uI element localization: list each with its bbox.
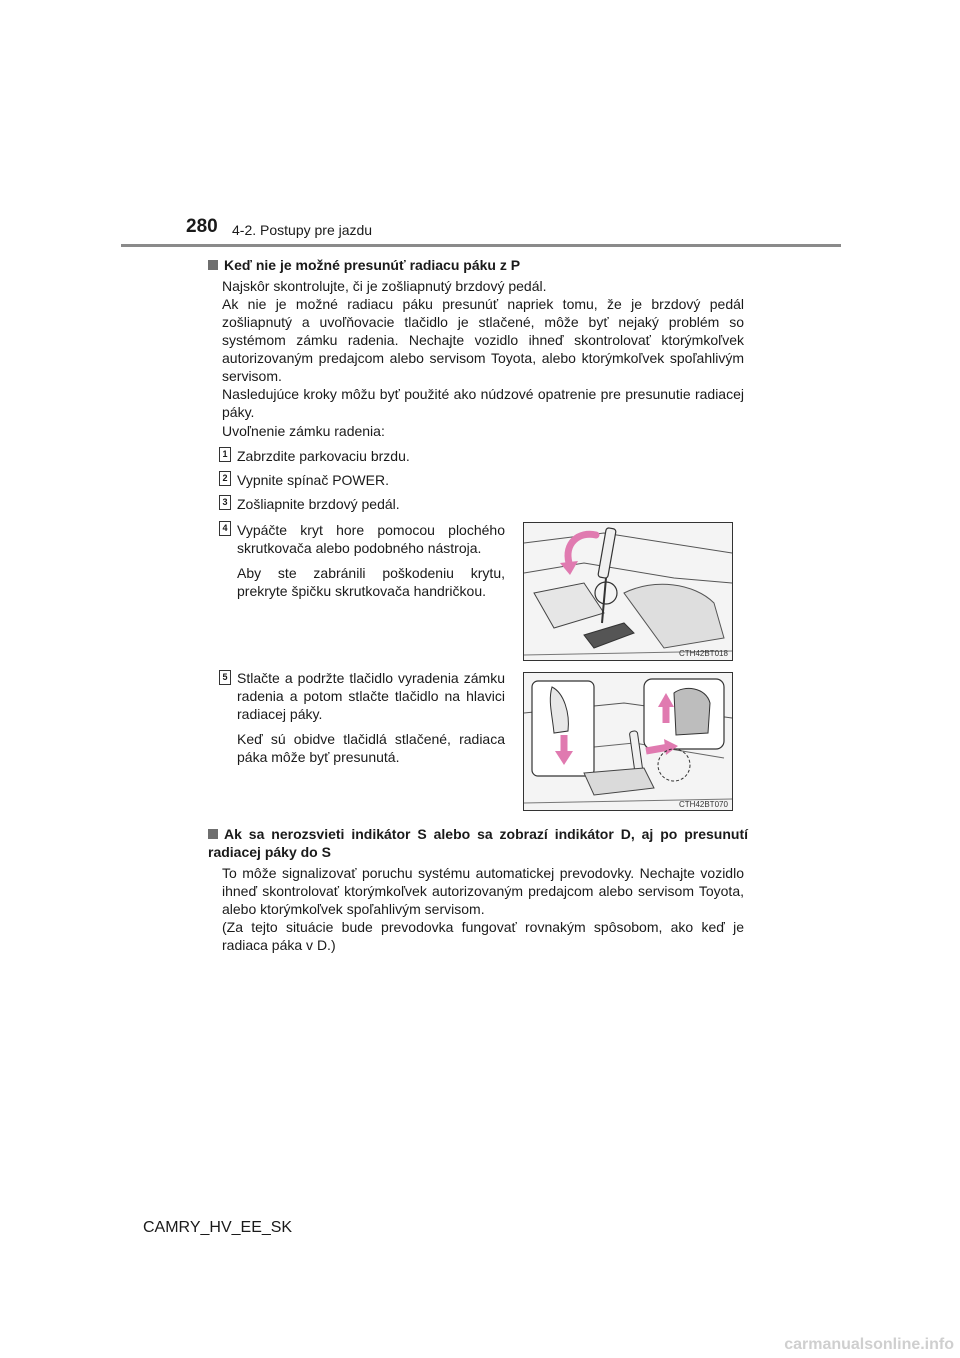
figure-shift-lock-release bbox=[523, 672, 733, 811]
section-heading: Keď nie je možné presunúť radiacu páku z P bbox=[208, 256, 748, 274]
step-number: 5 bbox=[219, 670, 231, 685]
step-number: 2 bbox=[219, 471, 231, 486]
paragraph: Nasledujúce kroky môžu byť použité ako núdzové opatrenie pre presunutie radiacej páky. bbox=[222, 386, 744, 420]
step-text: Vypnite spínač POWER. bbox=[237, 472, 389, 488]
figure-code: CTH42BT018 bbox=[679, 649, 728, 658]
subheading: Uvoľnenie zámku radenia: bbox=[222, 423, 385, 439]
section-body bbox=[222, 277, 744, 421]
shift-lock-illustration bbox=[524, 673, 732, 810]
header-rule bbox=[121, 244, 841, 247]
figure-code: CTH42BT070 bbox=[679, 800, 728, 809]
step-number: 3 bbox=[219, 495, 231, 510]
chapter-title: 4-2. Postupy pre jazdu bbox=[232, 222, 373, 238]
model-code: CAMRY_HV_EE_SK bbox=[143, 1219, 293, 1236]
section-heading: Ak sa nerozsvieti indikátor S alebo sa zobrazí indikátor D, aj po presunutí radiacej páky do S bbox=[208, 826, 748, 860]
paragraph: Ak nie je možné radiacu páku presunúť napriek tomu, že je brzdový pedál zošliapnutý a uvoľňovacie tlačidlo je stlačené, môže byť nejaký problém so systémom zámku radenia. Nechajte vozidlo ihneď skontrolovať ktorýmkoľvek autorizovaným predajcom alebo servisom Toyota, alebo ktorýmkoľvek spoľahlivým servisom. bbox=[222, 296, 744, 384]
heading-square-icon bbox=[208, 829, 218, 839]
pry-cover-illustration bbox=[524, 523, 732, 660]
step-text: Zošliapnite brzdový pedál. bbox=[237, 496, 400, 512]
paragraph: (Za tejto situácie bude prevodovka fungovať rovnakým spôsobom, ako keď je radiaca páka v D.) bbox=[222, 919, 744, 953]
page-number: 280 bbox=[186, 216, 218, 237]
step-note: Keď sú obidve tlačidlá stlačené, radiaca páka môže byť presunutá. bbox=[237, 731, 505, 765]
watermark: carmanualsonline.info bbox=[784, 1336, 954, 1353]
step-number: 1 bbox=[219, 447, 231, 462]
step-note: Aby ste zabránili poškodeniu krytu, prekryte špičku skrutkovača handričkou. bbox=[237, 565, 505, 599]
section-body bbox=[222, 864, 744, 954]
heading-square-icon bbox=[208, 260, 218, 270]
figure-pry-cover bbox=[523, 522, 733, 661]
paragraph: To môže signalizovať poruchu systému automatickej prevodovky. Nechajte vozidlo ihneď skontrolovať ktorýmkoľvek autorizovaným predajcom alebo servisom Toyota, alebo ktorýmkoľvek spoľahlivým servisom. bbox=[222, 865, 744, 917]
step-text: Stlačte a podržte tlačidlo vyradenia zámku radenia a potom stlačte tlačidlo na hlavici radiacej páky. bbox=[237, 670, 505, 722]
step-number: 4 bbox=[219, 521, 231, 536]
paragraph: Najskôr skontrolujte, či je zošliapnutý brzdový pedál. bbox=[222, 278, 547, 294]
step-text: Vypáčte kryt hore pomocou plochého skrutkovača alebo podobného nástroja. bbox=[237, 522, 505, 556]
step-text: Zabrzdite parkovaciu brzdu. bbox=[237, 448, 410, 464]
